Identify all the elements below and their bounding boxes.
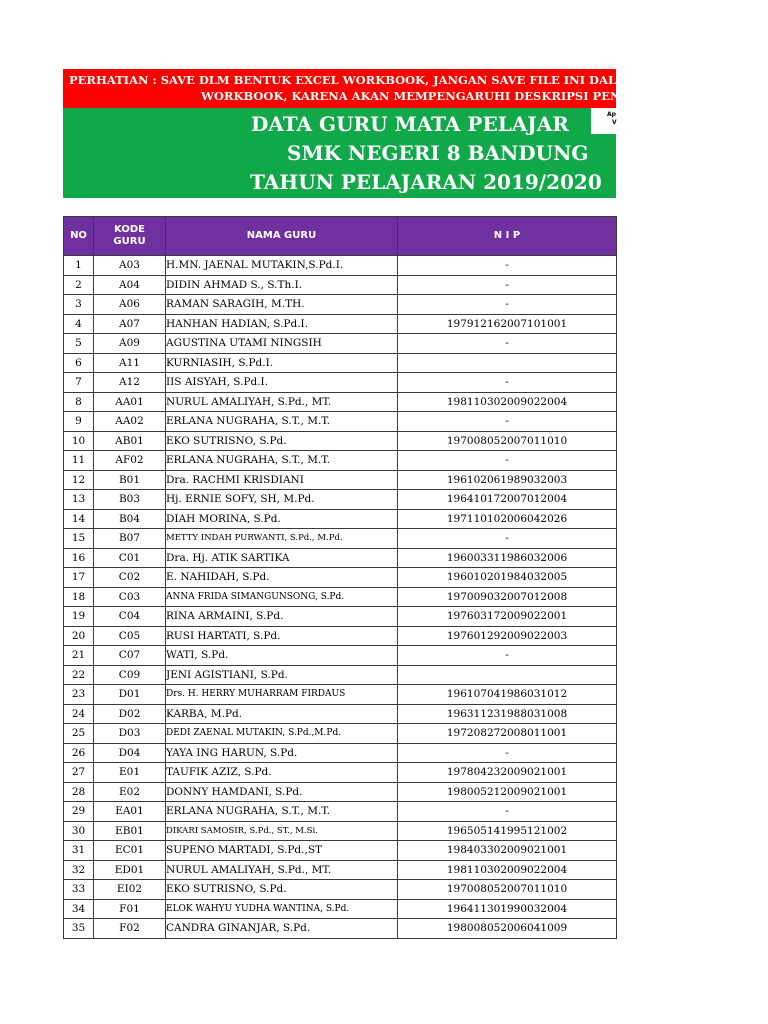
row-nama-guru: YAYA ING HARUN, S.Pd. <box>166 743 398 763</box>
row-kode-guru: D02 <box>94 704 166 724</box>
row-nama-guru: RUSI HARTATI, S.Pd. <box>166 626 398 646</box>
row-kode-guru: C05 <box>94 626 166 646</box>
table-row <box>64 412 617 432</box>
row-kode-guru: EC01 <box>94 841 166 861</box>
table-row <box>64 646 617 666</box>
row-nama-guru: RAMAN SARAGIH, M.TH. <box>166 295 398 315</box>
table-row <box>64 373 617 393</box>
row-kode-guru: EB01 <box>94 821 166 841</box>
row-nama-guru: DEDI ZAENAL MUTAKIN, S.Pd.,M.Pd. <box>166 724 398 744</box>
row-nip: - <box>398 451 617 471</box>
row-kode-guru: A09 <box>94 334 166 354</box>
header-no: NO <box>64 217 94 256</box>
row-nip: - <box>398 743 617 763</box>
table-row <box>64 529 617 549</box>
row-kode-guru: C09 <box>94 665 166 685</box>
table-row <box>64 509 617 529</box>
row-no: 11 <box>64 451 94 471</box>
row-nip <box>398 665 617 685</box>
row-no: 34 <box>64 899 94 919</box>
row-kode-guru: F01 <box>94 899 166 919</box>
row-no: 14 <box>64 509 94 529</box>
row-no: 35 <box>64 919 94 939</box>
row-nama-guru: ERLANA NUGRAHA, S.T., M.T. <box>166 802 398 822</box>
header-nama-guru: NAMA GURU <box>166 217 398 256</box>
table-row <box>64 860 617 880</box>
row-kode-guru: C04 <box>94 607 166 627</box>
row-kode-guru: D01 <box>94 685 166 705</box>
row-nama-guru: NURUL AMALIYAH, S.Pd., MT. <box>166 860 398 880</box>
row-kode-guru: A04 <box>94 275 166 295</box>
row-kode-guru: E02 <box>94 782 166 802</box>
row-no: 6 <box>64 353 94 373</box>
table-row <box>64 880 617 900</box>
row-no: 15 <box>64 529 94 549</box>
row-nip: - <box>398 802 617 822</box>
row-kode-guru: AF02 <box>94 451 166 471</box>
table-row <box>64 256 617 276</box>
row-nip: - <box>398 373 617 393</box>
row-nama-guru: ELOK WAHYU YUDHA WANTINA, S.Pd. <box>166 899 398 919</box>
table-row <box>64 607 617 627</box>
table-row <box>64 490 617 510</box>
row-no: 20 <box>64 626 94 646</box>
row-nama-guru: SUPENO MARTADI, S.Pd.,ST <box>166 841 398 861</box>
row-nama-guru: Dra. Hj. ATIK SARTIKA <box>166 548 398 568</box>
row-kode-guru: C03 <box>94 587 166 607</box>
table-row <box>64 782 617 802</box>
row-kode-guru: AA02 <box>94 412 166 432</box>
row-nama-guru: CANDRA GINANJAR, S.Pd. <box>166 919 398 939</box>
row-nip: 196311231988031008 <box>398 704 617 724</box>
row-kode-guru: C02 <box>94 568 166 588</box>
row-nama-guru: DIDIN AHMAD S., S.Th.I. <box>166 275 398 295</box>
row-no: 25 <box>64 724 94 744</box>
row-no: 22 <box>64 665 94 685</box>
row-no: 23 <box>64 685 94 705</box>
table-row <box>64 724 617 744</box>
table-row <box>64 763 617 783</box>
row-kode-guru: C01 <box>94 548 166 568</box>
table-row <box>64 587 617 607</box>
row-kode-guru: A07 <box>94 314 166 334</box>
row-nip: 196107041986031012 <box>398 685 617 705</box>
row-nip: - <box>398 295 617 315</box>
table-row <box>64 548 617 568</box>
row-kode-guru: E01 <box>94 763 166 783</box>
table-row <box>64 899 617 919</box>
row-nama-guru: Hj. ERNIE SOFY, SH, M.Pd. <box>166 490 398 510</box>
row-no: 16 <box>64 548 94 568</box>
header-kode-guru <box>94 217 166 256</box>
row-nama-guru: Dra. RACHMI KRISDIANI <box>166 470 398 490</box>
table-row <box>64 451 617 471</box>
row-nip: 198005212009021001 <box>398 782 617 802</box>
table-row <box>64 275 617 295</box>
row-kode-guru: AA01 <box>94 392 166 412</box>
table-row <box>64 919 617 939</box>
row-kode-guru: D03 <box>94 724 166 744</box>
row-kode-guru: ED01 <box>94 860 166 880</box>
warning-line-2: WORKBOOK, KARENA AKAN MEMPENGARUHI DESKRIPSI PENI <box>201 89 626 103</box>
row-no: 30 <box>64 821 94 841</box>
table-row <box>64 334 617 354</box>
row-nip: 196003311986032006 <box>398 548 617 568</box>
row-nip <box>398 353 617 373</box>
row-nama-guru: Drs. H. HERRY MUHARRAM FIRDAUS <box>166 685 398 705</box>
row-nip: 196410172007012004 <box>398 490 617 510</box>
row-no: 19 <box>64 607 94 627</box>
row-kode-guru: B01 <box>94 470 166 490</box>
header-kode-label: KODE GURU <box>113 224 146 247</box>
row-nama-guru: DONNY HAMDANI, S.Pd. <box>166 782 398 802</box>
row-kode-guru: EI02 <box>94 880 166 900</box>
warning-banner <box>63 69 626 108</box>
row-no: 10 <box>64 431 94 451</box>
table-row <box>64 295 617 315</box>
row-nip: 197601292009022003 <box>398 626 617 646</box>
row-no: 9 <box>64 412 94 432</box>
row-nama-guru: WATI, S.Pd. <box>166 646 398 666</box>
row-kode-guru: B03 <box>94 490 166 510</box>
row-nip: - <box>398 529 617 549</box>
row-no: 8 <box>64 392 94 412</box>
row-nama-guru: KARBA, M.Pd. <box>166 704 398 724</box>
row-kode-guru: A06 <box>94 295 166 315</box>
row-nama-guru: TAUFIK AZIZ, S.Pd. <box>166 763 398 783</box>
row-nama-guru: HANHAN HADIAN, S.Pd.I. <box>166 314 398 334</box>
row-nip: 197603172009022001 <box>398 607 617 627</box>
row-nip: - <box>398 334 617 354</box>
table-row <box>64 568 617 588</box>
row-nama-guru: E. NAHIDAH, S.Pd. <box>166 568 398 588</box>
row-nama-guru: KURNIASIH, S.Pd.I. <box>166 353 398 373</box>
row-nip: - <box>398 256 617 276</box>
row-nip: 196102061989032003 <box>398 470 617 490</box>
row-nama-guru: ERLANA NUGRAHA, S.T., M.T. <box>166 412 398 432</box>
row-nama-guru: EKO SUTRISNO, S.Pd. <box>166 880 398 900</box>
table-row <box>64 743 617 763</box>
row-kode-guru: A12 <box>94 373 166 393</box>
row-no: 1 <box>64 256 94 276</box>
table-row <box>64 685 617 705</box>
row-no: 33 <box>64 880 94 900</box>
row-nip: 198110302009022004 <box>398 392 617 412</box>
row-no: 7 <box>64 373 94 393</box>
table-body <box>64 256 617 939</box>
row-kode-guru: B04 <box>94 509 166 529</box>
header-nip: N I P <box>398 217 617 256</box>
table-row <box>64 353 617 373</box>
row-nip: 197008052007011010 <box>398 431 617 451</box>
row-no: 29 <box>64 802 94 822</box>
overlay-label: Ap <box>607 111 616 118</box>
row-nip: 198008052006041009 <box>398 919 617 939</box>
row-nama-guru: EKO SUTRISNO, S.Pd. <box>166 431 398 451</box>
title-data-guru: DATA GURU MATA PELAJAR <box>251 112 569 136</box>
row-no: 2 <box>64 275 94 295</box>
table-row <box>64 841 617 861</box>
row-nip: 196010201984032005 <box>398 568 617 588</box>
row-nama-guru: RINA ARMAINI, S.Pd. <box>166 607 398 627</box>
row-kode-guru: C07 <box>94 646 166 666</box>
table-row <box>64 392 617 412</box>
row-no: 32 <box>64 860 94 880</box>
row-nama-guru: IIS AISYAH, S.Pd.I. <box>166 373 398 393</box>
row-no: 31 <box>64 841 94 861</box>
table-row <box>64 821 617 841</box>
table-row <box>64 626 617 646</box>
row-no: 21 <box>64 646 94 666</box>
title-school: SMK NEGERI 8 BANDUNG <box>287 141 589 165</box>
row-no: 27 <box>64 763 94 783</box>
row-no: 5 <box>64 334 94 354</box>
row-nip: 198110302009022004 <box>398 860 617 880</box>
row-nama-guru: METTY INDAH PURWANTI, S.Pd., M.Pd. <box>166 529 398 549</box>
row-kode-guru: EA01 <box>94 802 166 822</box>
warning-line-1: PERHATIAN : SAVE DLM BENTUK EXCEL WORKBOOK, JANGAN SAVE FILE INI DAL <box>69 73 617 87</box>
row-no: 3 <box>64 295 94 315</box>
row-no: 12 <box>64 470 94 490</box>
table-row <box>64 665 617 685</box>
row-nip: 197110102006042026 <box>398 509 617 529</box>
row-kode-guru: D04 <box>94 743 166 763</box>
row-nip: - <box>398 646 617 666</box>
row-no: 13 <box>64 490 94 510</box>
title-banner <box>63 108 616 198</box>
table-row <box>64 431 617 451</box>
row-nama-guru: DIKARI SAMOSIR, S.Pd., ST., M.Si. <box>166 821 398 841</box>
row-no: 26 <box>64 743 94 763</box>
row-kode-guru: B07 <box>94 529 166 549</box>
row-nama-guru: H.MN. JAENAL MUTAKIN,S.Pd.I. <box>166 256 398 276</box>
table-row <box>64 314 617 334</box>
row-nip: 198403302009021001 <box>398 841 617 861</box>
table-row <box>64 802 617 822</box>
row-kode-guru: A11 <box>94 353 166 373</box>
title-year: TAHUN PELAJARAN 2019/2020 <box>250 170 602 194</box>
row-kode-guru: F02 <box>94 919 166 939</box>
row-nama-guru: DIAH MORINA, S.Pd. <box>166 509 398 529</box>
row-nama-guru: ERLANA NUGRAHA, S.T., M.T. <box>166 451 398 471</box>
row-nip: 197804232009021001 <box>398 763 617 783</box>
row-nip: - <box>398 275 617 295</box>
row-nip: 197008052007011010 <box>398 880 617 900</box>
row-nama-guru: NURUL AMALIYAH, S.Pd., MT. <box>166 392 398 412</box>
row-no: 28 <box>64 782 94 802</box>
row-no: 18 <box>64 587 94 607</box>
row-nip: 197912162007101001 <box>398 314 617 334</box>
row-nip: 197009032007012008 <box>398 587 617 607</box>
overlay-label-2: V <box>612 119 617 126</box>
row-nama-guru: JENI AGISTIANI, S.Pd. <box>166 665 398 685</box>
row-kode-guru: A03 <box>94 256 166 276</box>
row-no: 17 <box>64 568 94 588</box>
row-no: 24 <box>64 704 94 724</box>
row-nama-guru: ANNA FRIDA SIMANGUNSONG, S.Pd. <box>166 587 398 607</box>
table-row <box>64 704 617 724</box>
table-header-row <box>64 217 617 256</box>
row-kode-guru: AB01 <box>94 431 166 451</box>
row-nip: 196505141995121002 <box>398 821 617 841</box>
row-nama-guru: AGUSTINA UTAMI NINGSIH <box>166 334 398 354</box>
row-no: 4 <box>64 314 94 334</box>
teacher-table <box>63 216 617 939</box>
table-row <box>64 470 617 490</box>
row-nip: 196411301990032004 <box>398 899 617 919</box>
row-nip: - <box>398 412 617 432</box>
row-nip: 197208272008011001 <box>398 724 617 744</box>
